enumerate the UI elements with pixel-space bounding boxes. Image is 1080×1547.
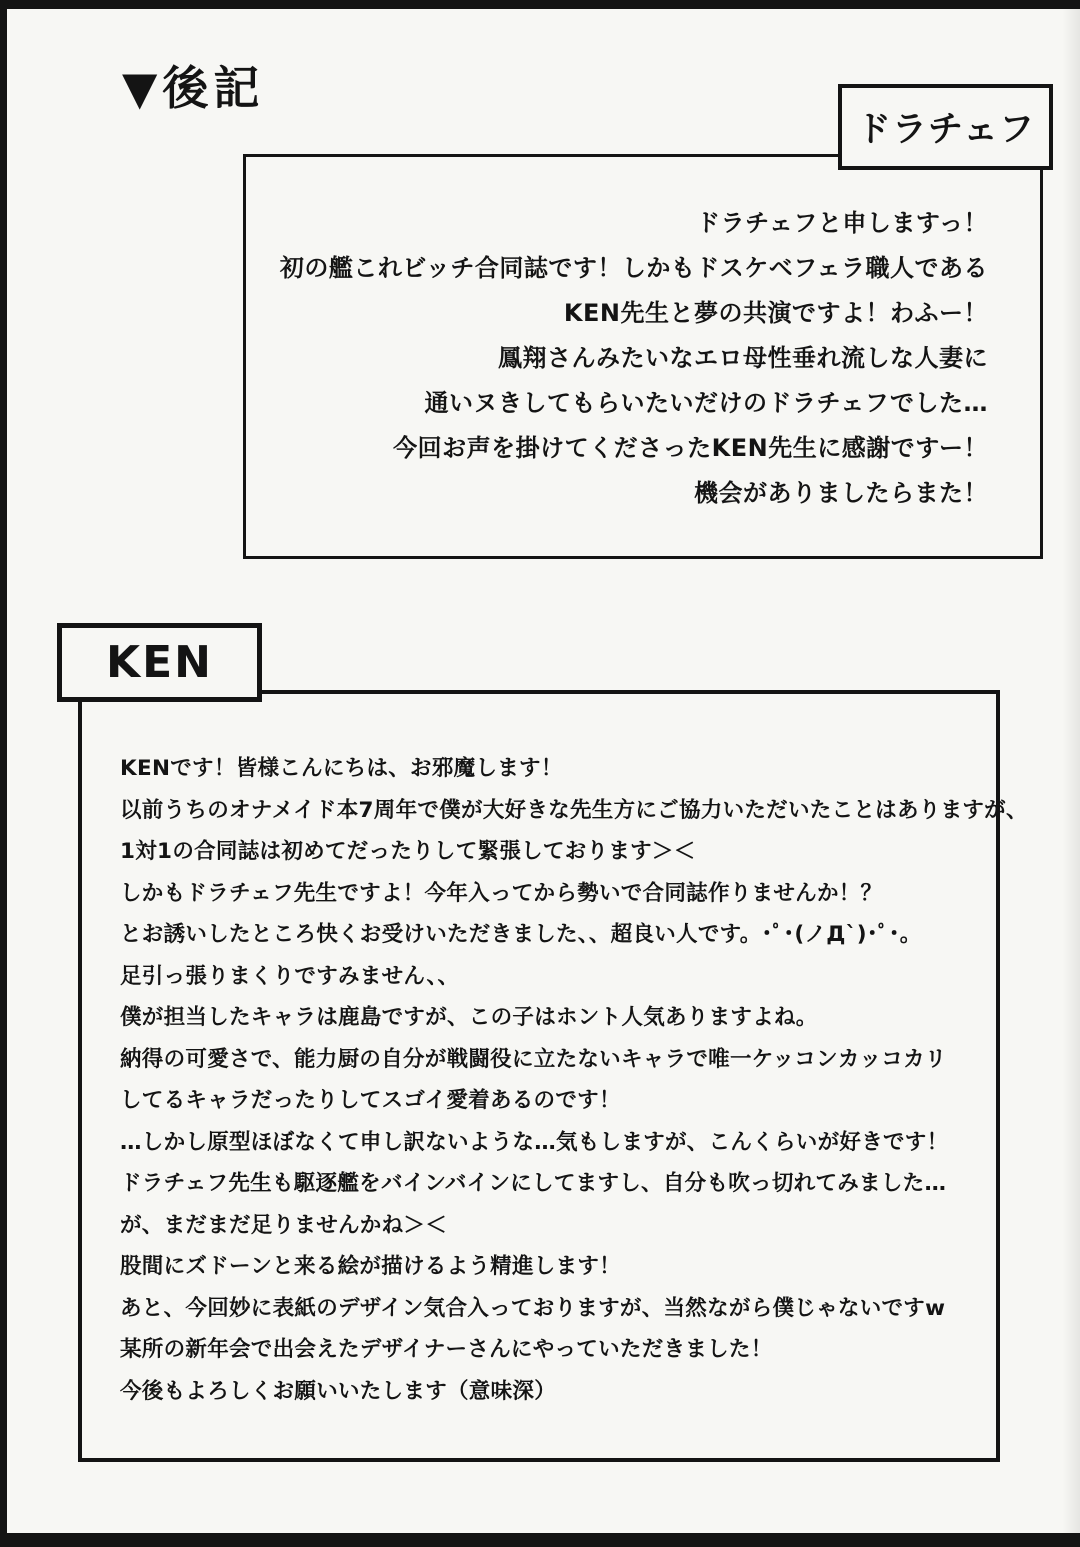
message-line: 通いヌきしてもらいたいだけのドラチェフでした… (424, 389, 988, 417)
scan-edge-left (0, 0, 7, 1547)
dorachefu-name-label: ドラチェフ (856, 110, 1035, 150)
message-line: KEN先生と夢の共演ですよ！わふー！ (563, 299, 988, 327)
page-title: ▼後記 (122, 61, 265, 115)
message-line: 1対1の合同誌は初めてだったりして緊張しております＞＜ (120, 839, 696, 864)
message-line: 以前うちのオナメイド本7周年で僕が大好きな先生方にご協力いただいたことはありますが、 (120, 797, 1028, 823)
message-line: 今後もよろしくお願いいたします（意味深） (120, 1378, 557, 1404)
message-line: KENです！皆様こんにちは、お邪魔します！ (120, 756, 563, 781)
message-line: しかもドラチェフ先生ですよ！今年入ってから勢いで合同誌作りませんか！？ (120, 880, 883, 906)
ken-name-label: KEN (106, 637, 213, 688)
message-line: が、まだまだ足りませんかね＞＜ (120, 1212, 448, 1238)
message-line: してるキャラだったりしてスゴイ愛着あるのです！ (120, 1088, 621, 1113)
ken-name-box (57, 623, 262, 702)
message-line: 某所の新年会で出会えたデザイナーさんにやっていただきました！ (120, 1337, 773, 1362)
message-line: 機会がありましたらまた！ (694, 479, 988, 507)
message-line: 股間にズドーンと来る絵が描けるよう精進します！ (120, 1254, 621, 1279)
message-line: 足引っ張りまくりですみません、、 (120, 963, 460, 989)
message-line: 初の艦これビッチ合同誌です！しかもドスケベフェラ職人である (279, 254, 988, 282)
scan-edge-top (0, 0, 1080, 9)
ken-message-text (120, 748, 1028, 1412)
message-line: 僕が担当したキャラは鹿島ですが、この子はホント人気ありますよね。 (120, 1005, 818, 1030)
message-line: ドラチェフと申しますっ！ (696, 209, 988, 237)
scan-edge-bottom (0, 1533, 1080, 1547)
message-line: ドラチェフ先生も駆逐艦をバインバインにしてますし、自分も吹っ切れてみました… (120, 1171, 947, 1196)
dorachefu-message-box (243, 154, 1043, 559)
message-line: 納得の可愛さで、能力厨の自分が戦闘役に立たないキャラで唯一ケッコンカッコカリ (120, 1046, 947, 1072)
message-line: 鳳翔さんみたいなエロ母性垂れ流しな人妻に (498, 344, 988, 372)
dorachefu-name-box (838, 84, 1053, 170)
scan-edge-right-shade (1062, 0, 1080, 1547)
dorachefu-message-text (276, 201, 988, 516)
message-line: 今回お声を掛けてくださったKEN先生に感謝ですー！ (393, 434, 988, 462)
message-line: とお誘いしたところ快くお受けいただきました、、超良い人です。･ﾟ･(ノД`)･ﾟ･。 (120, 922, 922, 947)
ken-message-box (78, 690, 1028, 1462)
message-line: …しかし原型ほぼなくて申し訳ないような…気もしますが、こんくらいが好きです！ (120, 1129, 949, 1155)
message-line: あと、今回妙に表紙のデザイン気合入っておりますが、当然ながら僕じゃないですw (120, 1295, 946, 1321)
